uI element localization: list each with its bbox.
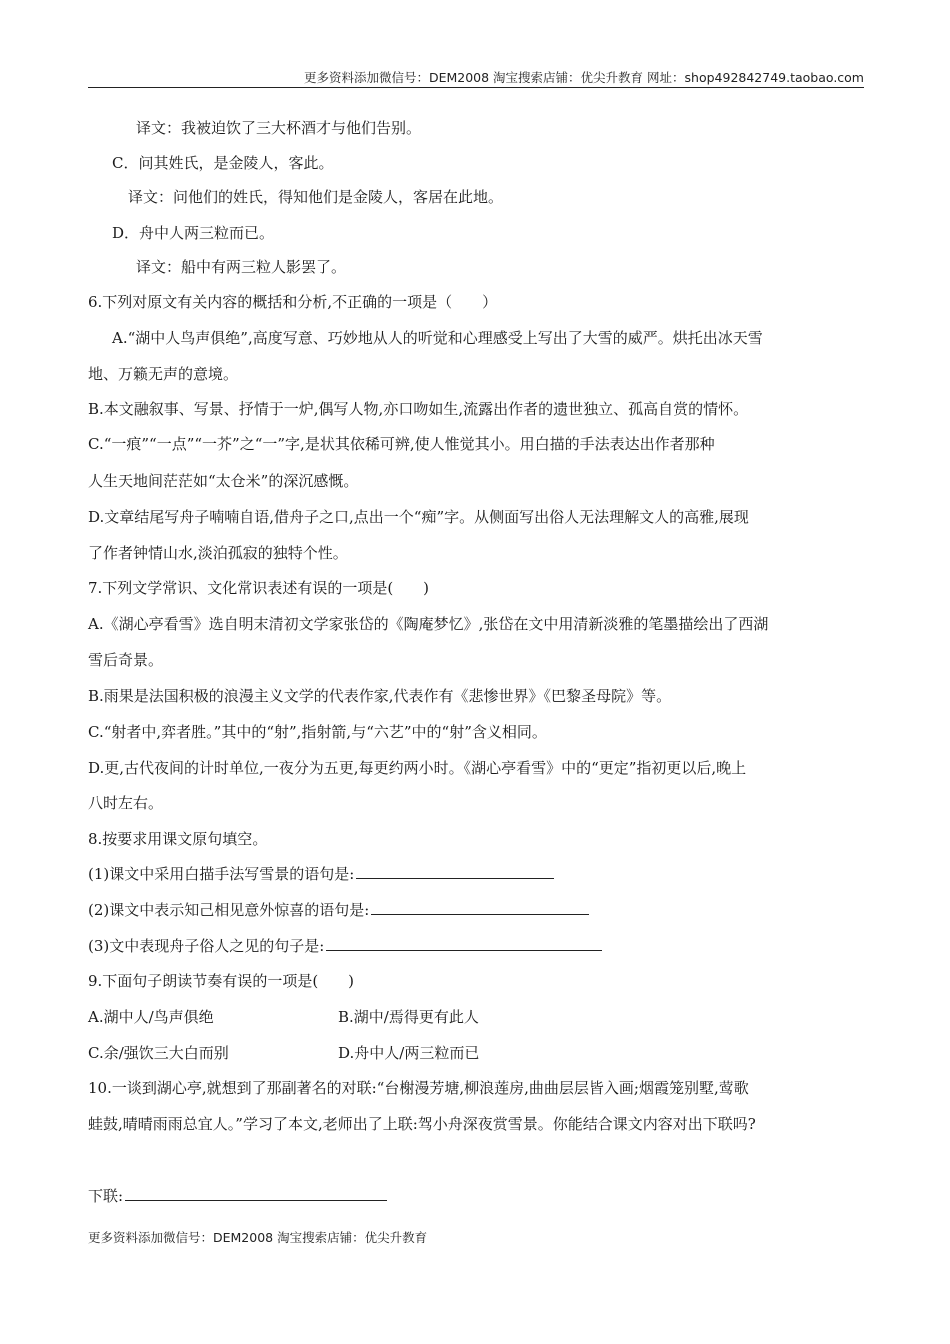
translation-d: 译文：船中有两三粒人影罢了。 [136,258,347,276]
q7-option-b: B.雨果是法国积极的浪漫主义文学的代表作家,代表作有《悲惨世界》《巴黎圣母院》等。 [88,687,672,705]
page-footer: 更多资料添加微信号：DEM2008 淘宝搜索店铺：优尖升教育 [88,1230,428,1245]
q8-item-2-text: (2)课文中表示知己相见意外惊喜的语句是: [88,901,370,919]
q9-option-a: A.湖中人/鸟声俱绝 [88,1008,214,1026]
q10-answer-blank[interactable] [125,1186,387,1201]
q8-item-2-answer-blank[interactable] [371,900,589,915]
q6-option-b: B.本文融叙事、写景、抒情于一炉,偶写人物,亦口吻如生,流露出作者的遗世独立、孤高自赏的情怀。 [88,400,749,418]
q8-item-1-answer-blank[interactable] [356,864,554,879]
q6-option-d-line1: D.文章结尾写舟子喃喃自语,借舟子之口,点出一个“痴”字。从侧面写出俗人无法理解文人的高雅,展现 [88,508,749,526]
q6-option-a-line1: A.“湖中人鸟声俱绝”,高度写意、巧妙地从人的听觉和心理感受上写出了大雪的威严。烘托出冰天雪 [112,329,763,347]
q8-item-3-text: (3)文中表现舟子俗人之见的句子是: [88,937,325,955]
q7-option-d-line2: 八时左右。 [88,794,164,812]
q8-item-3 [88,936,602,956]
q6-option-c-line2: 人生天地间茫茫如“太仓米”的深沉感慨。 [88,472,359,490]
q9-option-b: B.湖中/焉得更有此人 [338,1008,479,1026]
translation-b: 译文：我被迫饮了三大杯酒才与他们告别。 [136,119,422,137]
q6-option-d-line2: 了作者钟情山水,淡泊孤寂的独特个性。 [88,544,348,562]
q10-answer-row [88,1186,387,1206]
question-9: 9.下面句子朗读节奏有误的一项是( ) [88,972,355,990]
q8-item-1-text: (1)课文中采用白描手法写雪景的语句是: [88,865,355,883]
option-d: D．舟中人两三粒而已。 [112,224,275,242]
q6-option-c-line1: C.“一痕”“一点”“一芥”之“一”字,是状其依稀可辨,使人惟觉其小。用白描的手法表达出作者那种 [88,435,715,453]
q7-option-d-line1: D.更,古代夜间的计时单位,一夜分为五更,每更约两小时。《湖心亭看雪》中的“更定”指初更以后,晚上 [88,759,747,777]
translation-c: 译文：问他们的姓氏，得知他们是金陵人，客居在此地。 [128,188,504,206]
q7-option-c: C.“射者中,弈者胜。”其中的“射”,指射箭,与“六艺”中的“射”含义相同。 [88,723,547,741]
q9-option-c: C.余/强饮三大白而别 [88,1044,229,1062]
q6-option-a-line2: 地、万籁无声的意境。 [88,365,239,383]
page-header: 更多资料添加微信号：DEM2008 淘宝搜索店铺：优尖升教育 网址：shop492842749.taobao.com [303,70,864,85]
q7-option-a-line1: A.《湖心亭看雪》选自明末清初文学家张岱的《陶庵梦忆》,张岱在文中用清新淡雅的笔墨描绘出了西湖 [88,615,769,633]
question-6: 6.下列对原文有关内容的概括和分析,不正确的一项是（ ） [88,293,498,311]
q8-item-1 [88,864,554,884]
q10-answer-label: 下联: [88,1187,124,1205]
question-10-line2: 蛙鼓,晴晴雨雨总宜人。”学习了本文,老师出了上联:驾小舟深夜赏雪景。你能结合课文内容对出下联吗? [88,1115,756,1133]
question-10-line1: 10.一谈到湖心亭,就想到了那副著名的对联:“台榭漫芳塘,柳浪莲房,曲曲层层皆入画;烟霞笼别墅,莺歌 [88,1079,749,1097]
q9-option-d: D.舟中人/两三粒而已 [338,1044,480,1062]
q7-option-a-line2: 雪后奇景。 [88,651,164,669]
question-8: 8.按要求用课文原句填空。 [88,830,268,848]
option-c: C．问其姓氏，是金陵人，客此。 [112,154,334,172]
q8-item-2 [88,900,589,920]
header-divider [88,87,864,88]
q8-item-3-answer-blank[interactable] [326,936,602,951]
question-7: 7.下列文学常识、文化常识表述有误的一项是( ) [88,579,430,597]
